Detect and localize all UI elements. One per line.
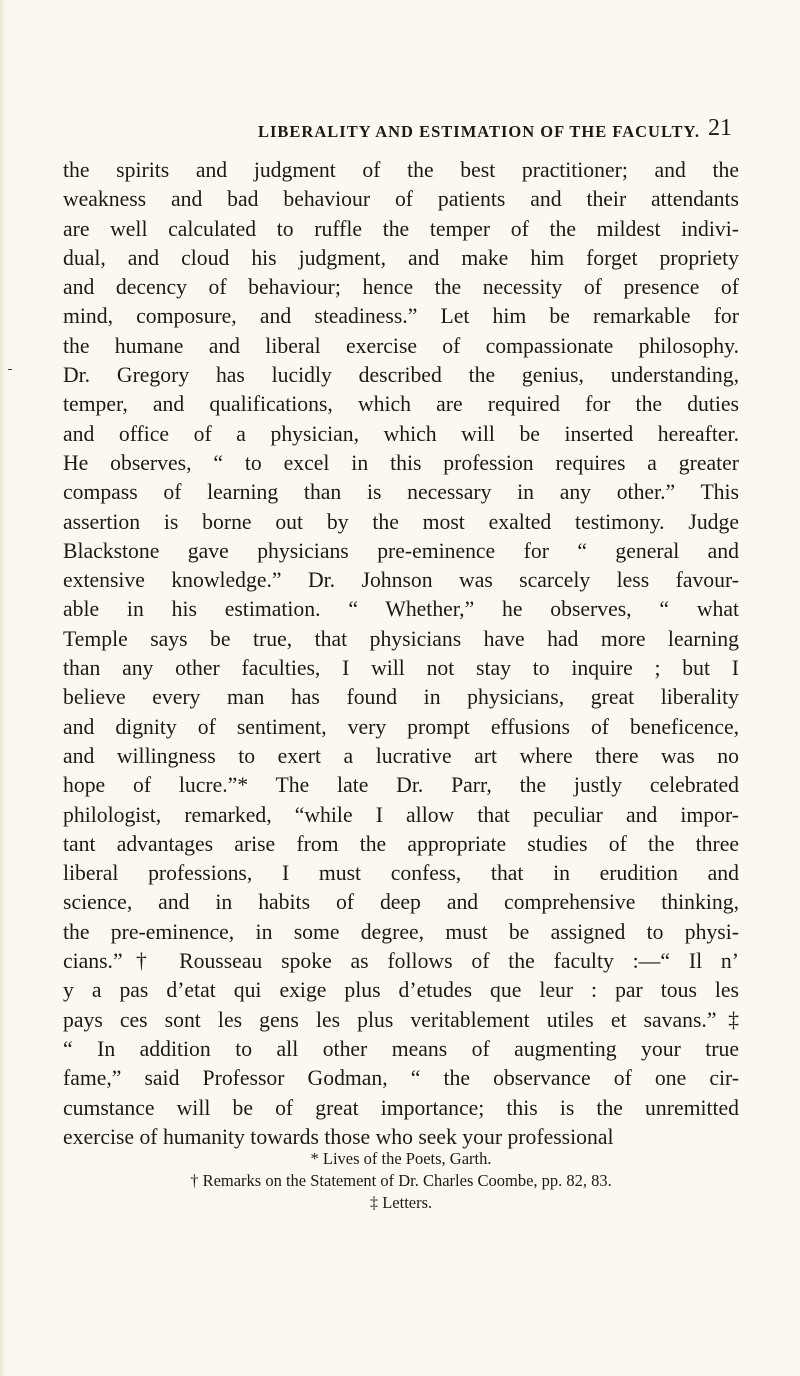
page-gutter-shadow: [0, 0, 6, 1376]
text-line: assertion is borne out by the most exalted testimony. Judge: [63, 509, 739, 534]
text-line: and willingness to exert a lucrative art where there was no: [63, 743, 739, 768]
text-line: cians.”† Rousseau spoke as follows of the faculty :—“ Il n’: [63, 949, 739, 974]
text-line: exercise of humanity towards those who seek your professional: [63, 1124, 614, 1149]
text-line: extensive knowledge.” Dr. Johnson was scarcely less favour-: [63, 568, 739, 593]
footnote: * Lives of the Poets, Garth.: [310, 1149, 492, 1168]
text-line: temper, and qualifications, which are required for the duties: [63, 392, 739, 417]
page-number: 21: [708, 115, 732, 141]
text-line: believe every man has found in physicians, great liberality: [63, 685, 739, 710]
margin-mark: [8, 369, 12, 370]
text-line: liberal professions, I must confess, that in erudition and: [63, 861, 739, 886]
text-line: the pre-eminence, in some degree, must be assigned to physi-: [63, 919, 739, 944]
text-line: Blackstone gave physicians pre-eminence for “ general and: [63, 538, 739, 563]
text-line: the humane and liberal exercise of compassionate philosophy.: [63, 333, 739, 358]
text-line: than any other faculties, I will not stay to inquire ; but I: [63, 656, 739, 681]
footnote: ‡ Letters.: [369, 1193, 433, 1212]
text-line: cumstance will be of great importance; this is the unremitted: [63, 1095, 739, 1120]
footnotes: [63, 1148, 739, 1214]
text-line: dual, and cloud his judgment, and make him forget propriety: [63, 245, 739, 270]
running-title: LIBERALITY AND ESTIMATION OF THE FACULTY.: [258, 122, 700, 141]
running-head: [180, 115, 732, 150]
body-text: [63, 156, 739, 1152]
text-line: philologist, remarked, “while I allow that peculiar and impor-: [63, 802, 739, 827]
text-line: and office of a physician, which will be inserted hereafter.: [63, 421, 739, 446]
text-line: the spirits and judgment of the best practitioner; and the: [63, 158, 739, 182]
text-line: science, and in habits of deep and comprehensive thinking,: [63, 890, 739, 915]
text-line: compass of learning than is necessary in any other.” This: [63, 480, 739, 505]
footnote: † Remarks on the Statement of Dr. Charles Coombe, pp. 82, 83.: [190, 1171, 612, 1190]
text-line: He observes, “ to excel in this profession requires a greater: [63, 450, 739, 475]
text-line: y a pas d’etat qui exige plus d’etudes que leur : par tous les: [63, 978, 739, 1003]
text-line: and dignity of sentiment, very prompt effusions of beneficence,: [63, 714, 739, 739]
text-line: tant advantages arise from the appropriate studies of the three: [63, 831, 739, 856]
text-line: hope of lucre.”* The late Dr. Parr, the justly celebrated: [63, 773, 739, 798]
text-line: pays ces sont les gens les plus veritablement utiles et savans.”‡: [63, 1007, 739, 1032]
text-line: fame,” said Professor Godman, “ the observance of one cir-: [63, 1066, 739, 1091]
text-line: weakness and bad behaviour of patients and their attendants: [63, 187, 739, 212]
text-line: Dr. Gregory has lucidly described the genius, understanding,: [63, 363, 739, 388]
text-line: able in his estimation. “ Whether,” he observes, “ what: [63, 597, 739, 622]
text-line: Temple says be true, that physicians have had more learning: [63, 626, 739, 651]
text-line: “ In addition to all other means of augmenting your true: [63, 1036, 739, 1061]
text-line: are well calculated to ruffle the temper of the mildest indivi-: [63, 216, 739, 241]
text-line: and decency of behaviour; hence the necessity of presence of: [63, 275, 739, 300]
text-line: mind, composure, and steadiness.” Let him be remarkable for: [63, 304, 739, 329]
